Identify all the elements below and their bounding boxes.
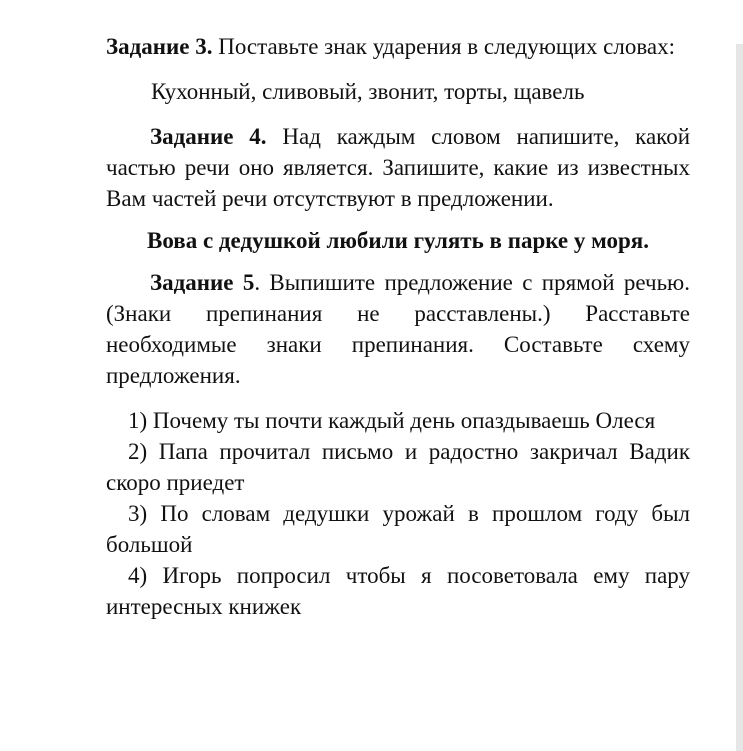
task-4-text: Над каждым словом напишите, какой частью речи оно является. Запишите, какие из известных Вам частей речи отсутствуют в предложении.	[106, 124, 690, 211]
task-4-sentence: Вова с дедушкой любили гулять в парке у моря.	[147, 228, 649, 253]
scrollbar[interactable]	[736, 44, 743, 751]
task-5-label: Задание 5	[150, 270, 255, 295]
task-3-instruction	[106, 31, 690, 62]
task-5-list	[106, 405, 690, 622]
list-item: 2) Папа прочитал письмо и радостно закричал Вадик скоро приедет	[106, 439, 690, 495]
list-item: 1) Почему ты почти каждый день опаздываешь Олеся	[128, 408, 656, 433]
task-4-label: Задание 4.	[150, 124, 267, 149]
task-3-words: Кухонный, сливовый, звонит, торты, щавель	[151, 79, 585, 104]
task-5-instruction	[106, 267, 690, 391]
task-3-label: Задание 3.	[106, 34, 213, 59]
list-item: 4) Игорь попросил чтобы я посоветовала ему пару интересных книжек	[106, 563, 690, 619]
document-page	[106, 31, 690, 622]
list-item: 3) По словам дедушки урожай в прошлом году был большой	[106, 501, 690, 557]
task-3-text: Поставьте знак ударения в следующих словах:	[212, 34, 676, 59]
task-5-text: . Выпишите предложение с прямой речью. (Знаки препинания не расставлены.) Расставьте необходимые знаки препинания. Составьте схему предложения.	[106, 270, 690, 388]
task-4-instruction	[106, 121, 690, 214]
